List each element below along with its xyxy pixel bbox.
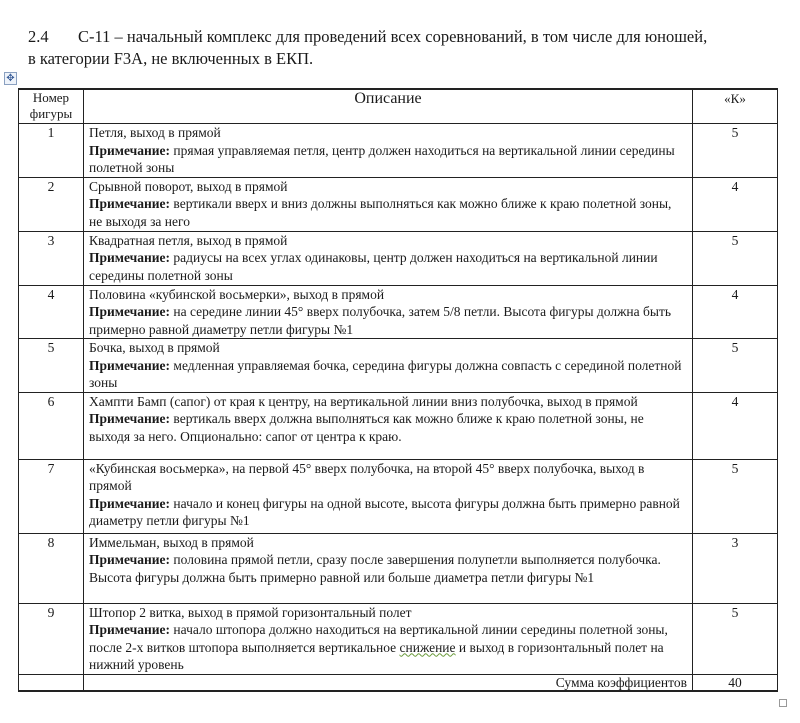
figures-table (18, 88, 778, 692)
header-k: «К» (693, 89, 778, 124)
figure-note: половина прямой петли, сразу после завершения полупетли выполняется полубочка. Высота фигуры должна быть примерно равной или больше диаметра петли фигуры №1 (89, 552, 661, 585)
table-row (19, 339, 778, 393)
figure-description (84, 392, 693, 459)
figure-description (84, 339, 693, 393)
figure-number: 4 (19, 285, 84, 339)
figure-k: 4 (693, 285, 778, 339)
section-heading (28, 26, 798, 70)
table-row (19, 124, 778, 178)
figure-k: 3 (693, 533, 778, 603)
header-description: Описание (84, 89, 693, 124)
note-label: Примечание: (89, 357, 171, 373)
table-row (19, 392, 778, 459)
figure-k: 4 (693, 392, 778, 459)
heading-line-2: в категории F3A, не включенных в ЕКП. (28, 49, 314, 68)
table-row (19, 459, 778, 533)
note-label: Примечание: (89, 196, 171, 211)
table-row (19, 177, 778, 231)
figure-title: Срывной поворот, выход в прямой (89, 178, 288, 194)
figure-number: 1 (19, 124, 84, 178)
figure-title: Половина «кубинской восьмерки», выход в прямой (89, 286, 385, 302)
figure-note: радиусы на всех углах одинаковы, центр должен находиться на вертикальной линии середины полетной зоны (89, 250, 658, 283)
figure-k: 5 (693, 339, 778, 393)
figure-k: 5 (693, 459, 778, 533)
sum-value: 40 (693, 674, 778, 691)
figure-title: Бочка, выход в прямой (89, 340, 220, 355)
move-arrows-icon[interactable]: ✥ (4, 72, 17, 85)
table-row (19, 603, 778, 674)
note-label: Примечание: (89, 142, 171, 158)
figure-k: 5 (693, 231, 778, 285)
note-label: Примечание: (89, 552, 171, 567)
section-number: 2.4 (28, 27, 49, 46)
figure-number: 6 (19, 392, 84, 459)
note-label: Примечание: (89, 495, 171, 511)
heading-line-1 (28, 26, 798, 48)
note-label: Примечание: (89, 304, 171, 319)
header-number: Номер фигуры (19, 89, 84, 124)
figure-description (84, 459, 693, 533)
figure-number: 5 (19, 339, 84, 393)
figure-description (84, 124, 693, 178)
figure-number: 3 (19, 231, 84, 285)
resize-square-icon[interactable] (779, 699, 787, 707)
figure-number: 8 (19, 533, 84, 603)
figure-note: на середине линии 45° вверх полубочка, затем 5/8 петли. Высота фигуры должна быть примерно равной диаметру петли фигуры №1 (89, 304, 672, 337)
figure-description (84, 177, 693, 231)
figure-k: 5 (693, 124, 778, 178)
figure-k: 5 (693, 603, 778, 674)
figure-description (84, 603, 693, 674)
figure-title: Петля, выход в прямой (89, 125, 221, 140)
table-row (19, 285, 778, 339)
figure-note: вертикали вверх и вниз должны выполняться как можно ближе к краю полетной зоны, не выходя за него (89, 196, 672, 229)
note-label: Примечание: (89, 250, 171, 265)
sum-label: Сумма коэффициентов (84, 674, 693, 691)
figure-number: 7 (19, 459, 84, 533)
figure-title: «Кубинская восьмерка», на первой 45° вверх полубочка, на второй 45° вверх полубочка, выход в прямой (89, 460, 645, 493)
figure-title: Квадратная петля, выход в прямой (89, 232, 288, 248)
figure-k: 4 (693, 177, 778, 231)
figure-note: начало и конец фигуры на одной высоте, высота фигуры должна быть примерно равной диаметру петли фигуры №1 (89, 495, 680, 528)
note-label: Примечание: (89, 411, 171, 426)
table-row (19, 231, 778, 285)
figure-note: медленная управляемая бочка, середина фигуры должна совпасть с серединой полетной зоны (89, 357, 682, 390)
table-row (19, 533, 778, 603)
figure-title: Хампти Бамп (сапог) от края к центру, на вертикальной линии вниз полубочка, выход в прямой (89, 393, 638, 409)
figure-number: 2 (19, 177, 84, 231)
figure-note: вертикаль вверх должна выполняться как можно ближе к краю полетной зоны, не выходя за него. Опционально: сапог от центра к краю. (89, 411, 644, 444)
sum-empty-cell (19, 674, 84, 691)
figure-description (84, 231, 693, 285)
heading-text-1: С-11 – начальный комплекс для проведений всех соревнований, в том числе для юношей, (78, 27, 708, 46)
sum-row (19, 674, 778, 691)
note-label: Примечание: (89, 622, 171, 637)
figure-title: Иммельман, выход в прямой (89, 534, 254, 550)
figure-note-part-1: начало штопора должно находиться на вертикальной линии середины полетной зоны, после 2-х витков штопора выполняется вертикальное (89, 622, 668, 655)
figure-description (84, 533, 693, 603)
figure-number: 9 (19, 603, 84, 674)
table-header-row (19, 89, 778, 124)
figure-note-part-2: и выход в горизонтальный полет на нижний уровень (89, 639, 664, 672)
figure-description (84, 285, 693, 339)
figure-note: прямая управляемая петля, центр должен находиться на вертикальной линии середины полетной зоны (89, 142, 675, 175)
figure-title: Штопор 2 витка, выход в прямой горизонтальный полет (89, 604, 412, 620)
spellcheck-flagged-word[interactable]: снижение (399, 639, 456, 655)
